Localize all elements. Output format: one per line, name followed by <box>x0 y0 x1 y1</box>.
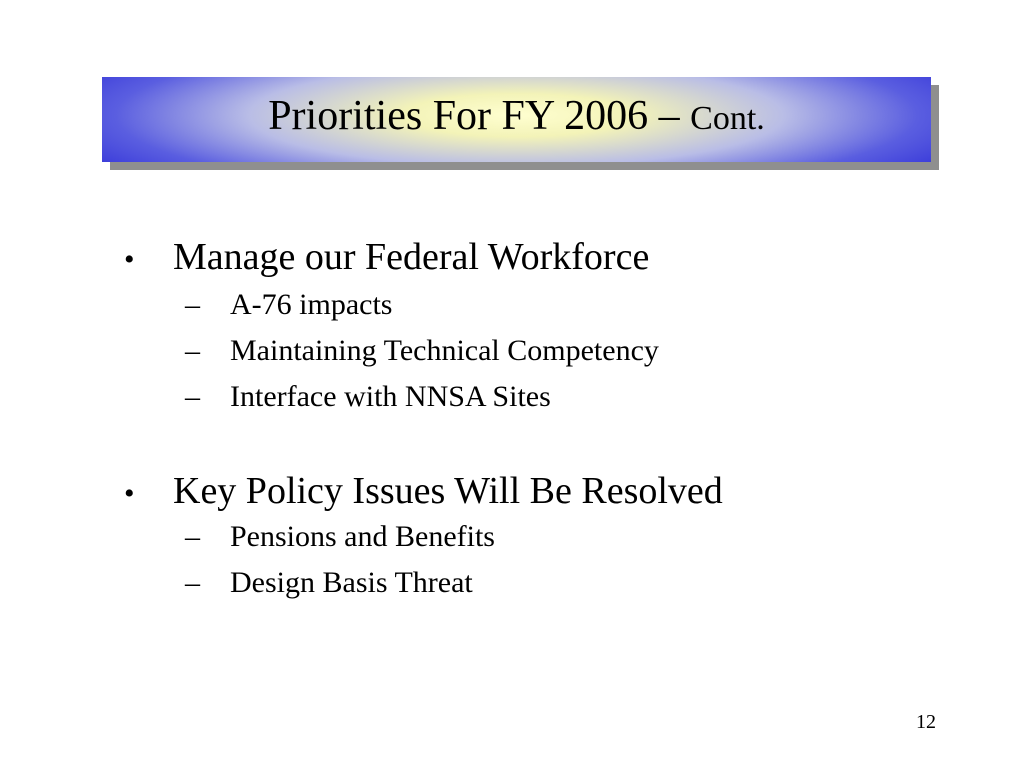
sub-bullet-text: Maintaining Technical Competency <box>230 334 659 367</box>
sub-bullet-item <box>185 382 551 412</box>
sub-bullet-marker: – <box>185 380 200 413</box>
sub-bullet-marker: – <box>185 566 200 599</box>
sub-bullet-text: Interface with NNSA Sites <box>230 380 551 413</box>
page-number: 12 <box>916 711 936 733</box>
sub-bullet-text: Design Basis Threat <box>230 566 473 599</box>
bullet-item <box>124 238 649 276</box>
sub-bullet-item <box>185 568 473 598</box>
sub-bullet-text: A-76 impacts <box>230 288 393 321</box>
sub-bullet-item <box>185 522 495 552</box>
sub-bullet-item <box>185 336 659 366</box>
bullet-item <box>124 472 723 510</box>
slide-title-suffix: Cont. <box>690 99 765 137</box>
slide-title-main: Priorities For FY 2006 – <box>268 92 691 139</box>
sub-bullet-marker: – <box>185 334 200 367</box>
sub-bullet-marker: – <box>185 288 200 321</box>
bullet-marker: • <box>124 243 135 276</box>
bullet-text: Key Policy Issues Will Be Resolved <box>173 470 723 512</box>
sub-bullet-item <box>185 290 392 320</box>
bullet-text: Manage our Federal Workforce <box>173 236 650 278</box>
sub-bullet-marker: – <box>185 520 200 553</box>
sub-bullet-text: Pensions and Benefits <box>230 520 495 553</box>
bullet-marker: • <box>124 477 135 510</box>
